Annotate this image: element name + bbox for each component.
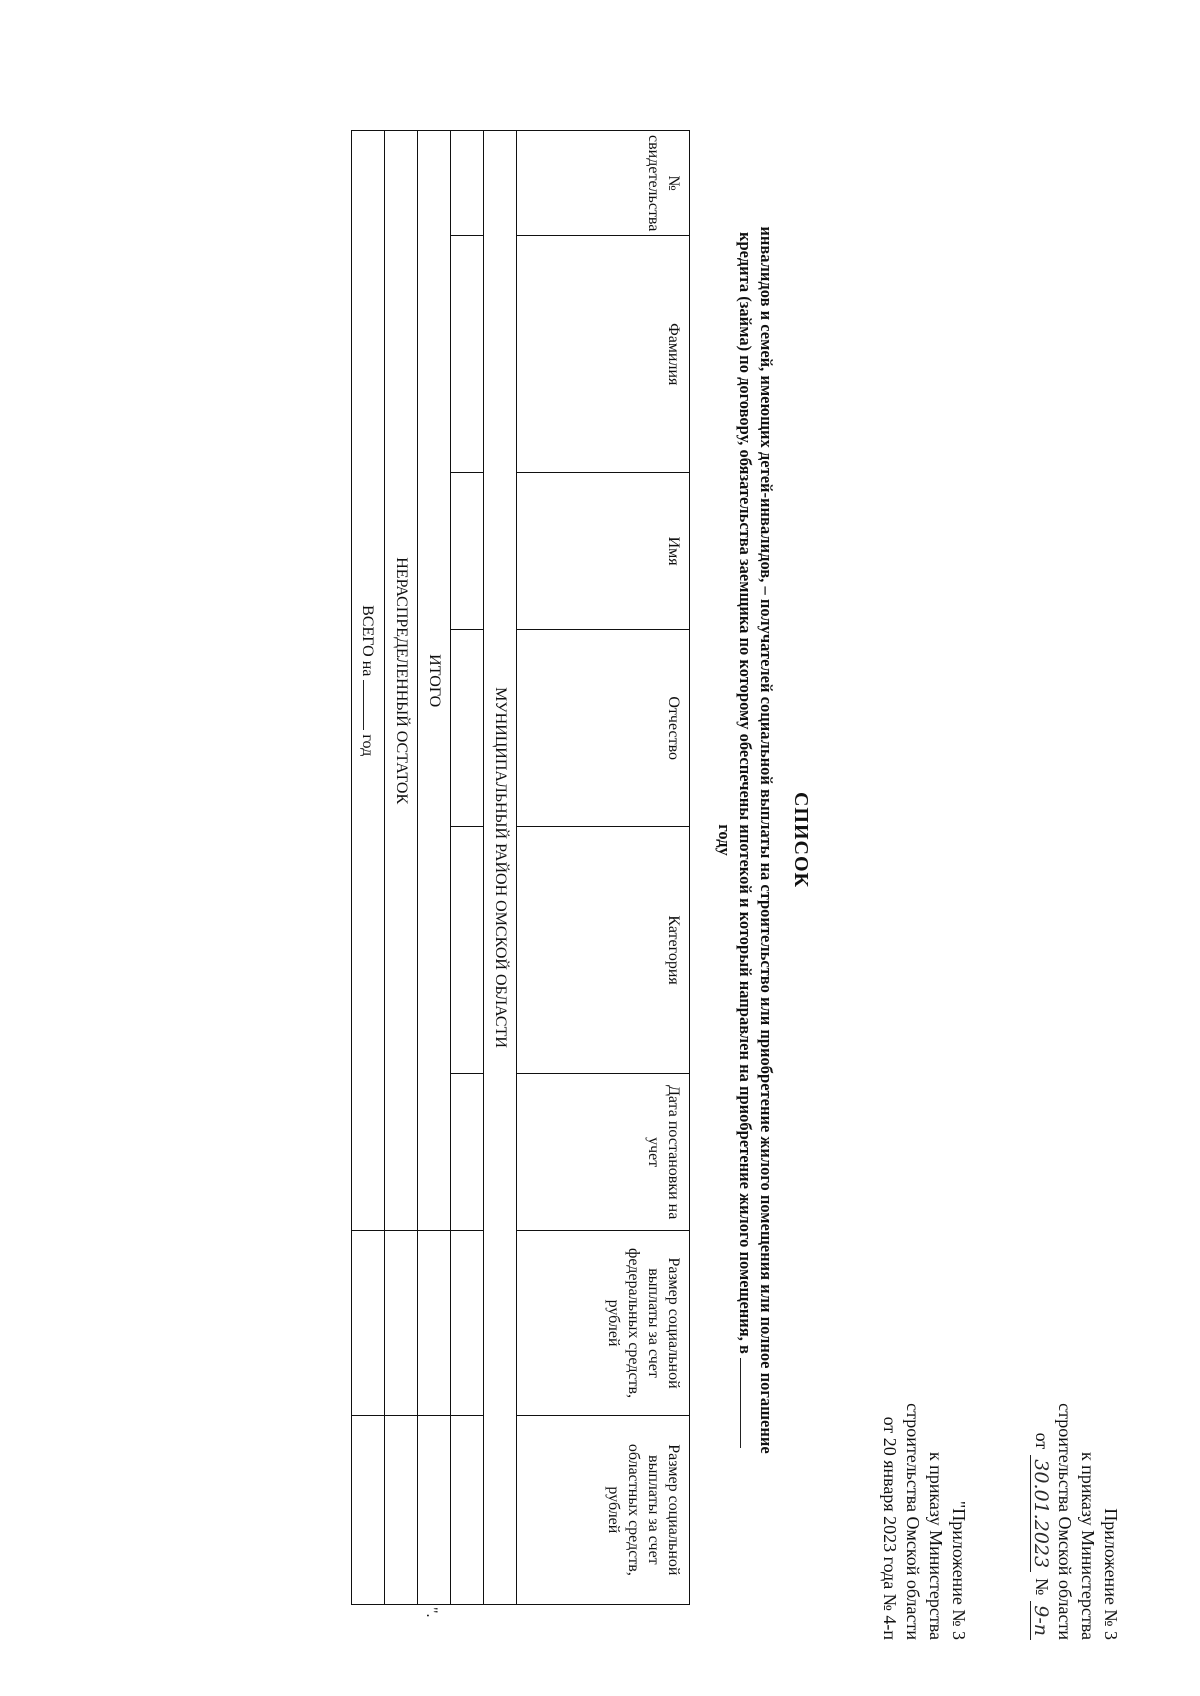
grand-total-label: ВСЕГО на год (352, 131, 385, 1231)
table-cell (451, 131, 484, 236)
recipients-table (351, 130, 690, 1605)
unallocated-federal-cell (385, 1231, 418, 1415)
subtitle-line-2: кредита (займа) по договору, обязательства заемщика по которому обеспечены ипотекой и который направлен на приобретение жилого помещения, в (735, 120, 756, 1560)
table-cell (451, 630, 484, 827)
handwritten-number: 9-п (1030, 1601, 1051, 1640)
appendix-header-previous (878, 1140, 970, 1640)
table-section-row (484, 131, 517, 1605)
col-header-patronymic: Отчество (517, 630, 690, 827)
appendix-title: Приложение № 3 (1101, 1508, 1121, 1640)
col-header-certificate-number: № свидетельства (517, 131, 690, 236)
grand-total-federal-cell (352, 1231, 385, 1415)
grand-total-row (352, 131, 385, 1605)
unallocated-label: НЕРАСПРЕДЕЛЕННЫЙ ОСТАТОК (385, 131, 418, 1231)
year-blank (740, 1358, 755, 1448)
appendix-date-line (1030, 1433, 1053, 1640)
total-row (418, 131, 451, 1605)
appendix-header-current (1030, 1140, 1122, 1640)
table-cell (451, 827, 484, 1074)
prev-appendix-date: от 20 января 2023 года № 4-п (880, 1416, 900, 1640)
prev-appendix-order-ref: к приказу Министерства (926, 1451, 946, 1640)
grand-total-regional-cell (352, 1415, 385, 1604)
table-cell (451, 473, 484, 630)
total-regional-cell (418, 1415, 451, 1604)
prev-appendix-ministry: строительства Омской области (903, 1403, 923, 1640)
closing-quote: ". (423, 1607, 440, 1618)
table-cell (451, 236, 484, 473)
total-label: ИТОГО (418, 131, 451, 1231)
table-cell (451, 1231, 484, 1415)
subtitle-line-3: году (715, 824, 734, 856)
prev-appendix-title: "Приложение № 3 (949, 1500, 969, 1640)
col-header-category: Категория (517, 827, 690, 1074)
unallocated-regional-cell (385, 1415, 418, 1604)
total-federal-cell (418, 1231, 451, 1415)
col-header-surname: Фамилия (517, 236, 690, 473)
subtitle-line-1: инвалидов и семей, имеющих детей-инвалидов, – получателей социальной выплаты на строительство или приобретение жилого помещения или полное погашение (757, 226, 776, 1454)
col-header-regional-amount: Размер социальной выплаты за счет областных средств, рублей (517, 1415, 690, 1604)
date-prefix: от (1032, 1432, 1052, 1450)
document-title: СПИСОК (790, 791, 812, 889)
appendix-ministry: строительства Омской области (1055, 1403, 1075, 1640)
appendix-order-ref: к приказу Министерства (1078, 1451, 1098, 1640)
title-block (714, 120, 812, 1560)
number-prefix: № (1032, 1578, 1052, 1596)
handwritten-date: 30.01.2023 (1030, 1455, 1051, 1572)
table-cell (451, 1073, 484, 1230)
document-subtitle (714, 120, 777, 1560)
table-row (451, 131, 484, 1605)
col-header-name: Имя (517, 473, 690, 630)
col-header-registration-date: Дата постановки на учет (517, 1073, 690, 1230)
col-header-federal-amount: Размер социальной выплаты за счет федеральных средств, рублей (517, 1231, 690, 1415)
section-municipal-district: МУНИЦИПАЛЬНЫЙ РАЙОН ОМСКОЙ ОБЛАСТИ (484, 131, 517, 1605)
table-cell (451, 1415, 484, 1604)
grand-total-year-blank (364, 680, 378, 730)
unallocated-row (385, 131, 418, 1605)
table-header-row (517, 131, 690, 1605)
